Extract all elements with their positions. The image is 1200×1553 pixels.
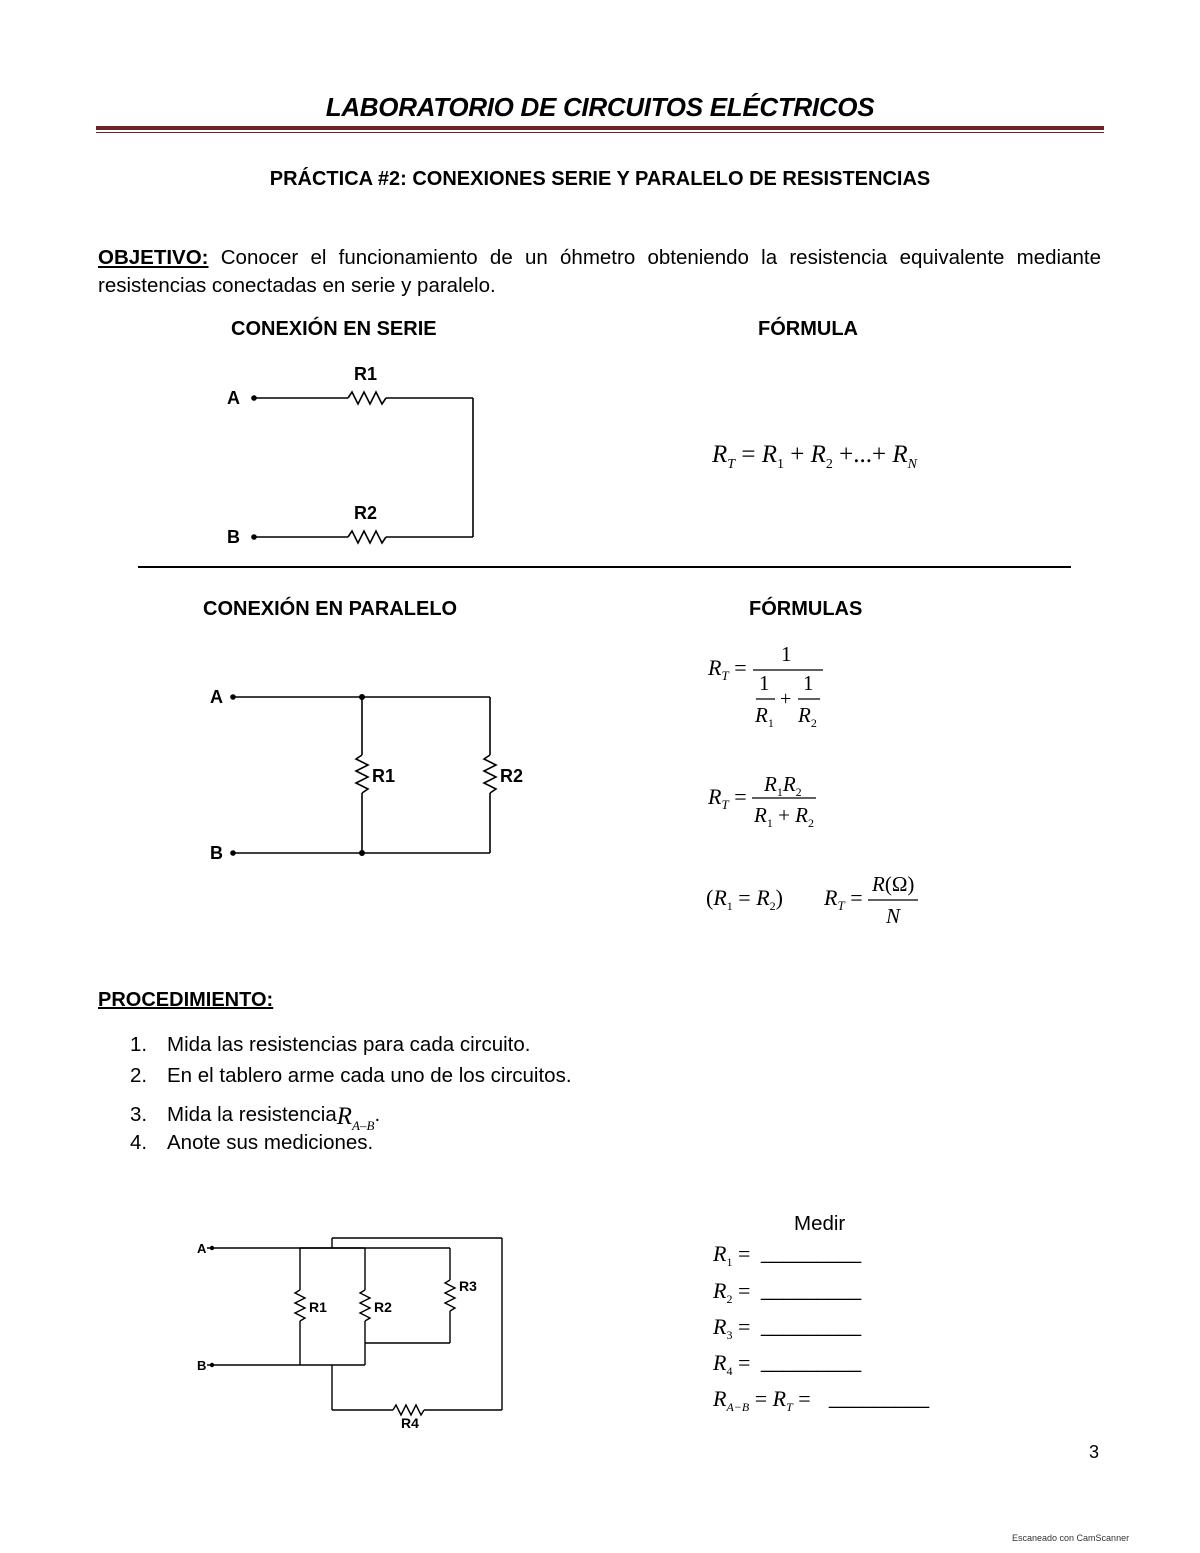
procedure-step: 1. Mida las resistencias para cada circuito. — [130, 1033, 531, 1056]
svg-text:_________: _________ — [761, 1242, 862, 1264]
measure-table — [705, 1234, 945, 1419]
parallel-node-a: A — [210, 687, 223, 707]
svg-text:RT = R1 + R2 +...+ RN: $R_T = R_1 + R_2$ +...+ $R_N$ — [712, 441, 917, 472]
parallel-formulas — [700, 635, 960, 935]
svg-text:R4 =: $R_4$ = — [713, 1350, 751, 1378]
svg-text:_________: _________ — [829, 1387, 930, 1409]
measure-row-r2 — [712, 1278, 862, 1306]
series-circuit-diagram — [220, 360, 490, 550]
svg-text:R1 + R2: $R_1 + R_2$ — [754, 803, 814, 830]
svg-text:(R1 = R2): $(R_1 = R_2)$ — [706, 885, 783, 913]
svg-text:R(Ω): R(Ω) — [872, 872, 915, 896]
svg-text:R2: $R_2$ — [798, 703, 817, 730]
parallel-formula-1 — [707, 642, 823, 730]
objective-label: OBJETIVO: — [98, 246, 209, 269]
procedure-steps — [130, 1033, 572, 1162]
series-formula — [700, 430, 940, 480]
parallel-node-b: B — [210, 843, 223, 863]
measure-row-r3 — [712, 1314, 862, 1342]
svg-text:R1: $R_1$ — [755, 703, 774, 730]
series-r2-label: R2 — [354, 503, 378, 523]
series-formula-heading: FÓRMULA — [758, 318, 858, 340]
parallel-heading: CONEXIÓN EN PARALELO — [203, 598, 458, 620]
svg-text:R1R2: $R_1R_2$ — [764, 772, 802, 799]
measure-row-rab — [712, 1386, 930, 1414]
procedure-step: 4. Anote sus mediciones. — [130, 1131, 374, 1154]
parallel-formula-2 — [707, 772, 816, 830]
combined-circuit-diagram — [195, 1230, 515, 1435]
svg-text:N: N — [886, 904, 901, 928]
series-r1-label: R1 — [354, 364, 378, 384]
svg-text:_________: _________ — [761, 1279, 862, 1301]
svg-text:RT =: $R_T$ = — [708, 784, 747, 812]
svg-text:1: 1 — [759, 671, 770, 695]
svg-text:R3 =: $R_3$ = — [713, 1314, 751, 1342]
svg-text:_________: _________ — [761, 1351, 862, 1373]
parallel-formula-heading: FÓRMULAS — [749, 598, 863, 620]
svg-text:R1 =: $R_1$ = — [713, 1241, 751, 1269]
objective-paragraph — [98, 244, 1101, 300]
parallel-circuit-diagram — [200, 675, 524, 870]
parallel-r1-label: R1 — [372, 766, 396, 786]
svg-text:1: 1 — [781, 642, 792, 666]
parallel-formula-3 — [706, 872, 918, 928]
svg-text:_________: _________ — [761, 1315, 862, 1337]
parallel-r2-label: R2 — [500, 766, 524, 786]
svg-text:+: + — [780, 688, 792, 710]
page-number: 3 — [1089, 1442, 1100, 1462]
series-node-b: B — [227, 527, 240, 547]
header-rule-thin — [96, 132, 1104, 133]
svg-text:RA−B = RT =: $R_{A-B} = R_T$ = — [713, 1386, 811, 1414]
series-node-a: A — [227, 388, 240, 408]
svg-text:RT =: $R_T$ = — [708, 655, 747, 683]
procedure-step: 2. En el tablero arme cada uno de los circuitos. — [130, 1064, 572, 1087]
combined-r1-label: R1 — [309, 1299, 327, 1315]
combined-node-a: A — [197, 1241, 207, 1256]
svg-text:1: 1 — [803, 671, 814, 695]
section-divider — [138, 566, 1071, 568]
objective-text: Conocer el funcionamiento de un óhmetro obteniendo la resistencia equivalente mediante resistencias conectadas en serie y paralelo. — [98, 246, 1101, 297]
document-title: LABORATORIO DE CIRCUITOS ELÉCTRICOS — [325, 92, 875, 122]
svg-text:RT =: $R_T$ = — [824, 885, 863, 913]
practice-title: PRÁCTICA #2: CONEXIONES SERIE Y PARALELO DE RESISTENCIAS — [269, 168, 931, 190]
measure-row-r1 — [712, 1241, 862, 1269]
measure-title: Medir — [794, 1212, 846, 1235]
series-heading: CONEXIÓN EN SERIE — [231, 318, 437, 340]
combined-r3-label: R3 — [459, 1278, 477, 1294]
procedure-step: 3. Mida la resistencia R A–B . — [130, 1103, 381, 1133]
svg-text:R2 =: $R_2$ = — [713, 1278, 751, 1306]
header-rule — [96, 126, 1104, 130]
measure-row-r4 — [712, 1350, 862, 1378]
combined-r4-label: R4 — [401, 1415, 419, 1431]
combined-r2-label: R2 — [374, 1299, 392, 1315]
procedure-heading: PROCEDIMIENTO: — [98, 989, 274, 1011]
combined-node-b: B — [197, 1358, 207, 1373]
scanner-watermark: Escaneado con CamScanner — [1012, 1533, 1130, 1543]
